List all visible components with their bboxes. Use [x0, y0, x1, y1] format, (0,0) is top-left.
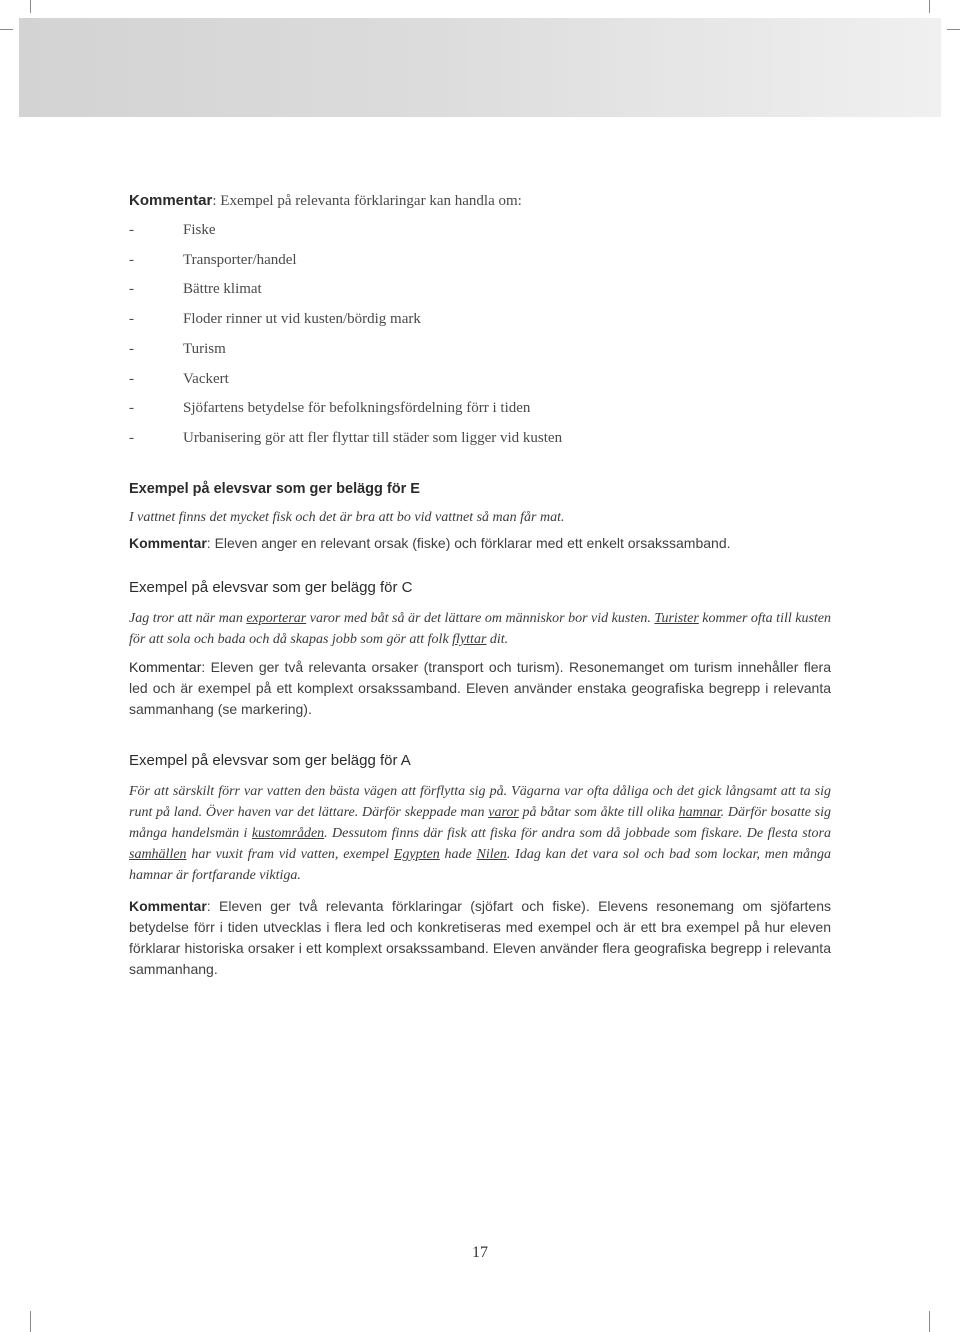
- answer-text: . Dessutom finns där fisk att fiska för andra som då jobbade som fiskare. De flesta stora: [324, 825, 831, 841]
- section-c-comment-label: Kommentar: [129, 658, 202, 675]
- crop-mark-bottom-right-vertical: [929, 1311, 930, 1332]
- answer-text: varor med båt så är det lättare om människor bor vid kusten.: [306, 610, 655, 626]
- answer-text: hade: [439, 846, 477, 862]
- crop-mark-top-right-horizontal: [947, 29, 960, 30]
- answer-text: Jag tror att när man: [129, 610, 247, 626]
- section-a-comment-text: : Eleven ger två relevanta förklaringar (sjöfart och fiske). Elevens resonemang om sjöfartens betydelse förr i tiden utvecklas i flera led och konkretiseras med exempel och är ett bra exempel på hur eleven förklarar historiska orsaker i ett komplext orsakssamband. Eleven använder flera geografiska begrepp i relevanta sammanhang.: [129, 897, 831, 977]
- section-a-heading: Exempel på elevsvar som ger belägg för A: [129, 751, 411, 769]
- list-item-text: Fiske: [183, 222, 216, 238]
- list-item-text: Sjöfartens betydelse för befolkningsfördelning förr i tiden: [183, 400, 531, 417]
- list-item: [129, 365, 831, 395]
- marked-concept: kustområden: [251, 825, 325, 841]
- explanation-list: [129, 216, 831, 454]
- section-e-comment-label: Kommentar: [129, 534, 207, 551]
- answer-text: kommer ofta till kusten för att sola och bada och då skapas jobb som gör att folk: [129, 610, 832, 647]
- list-dash: -: [129, 311, 134, 328]
- section-a-comment: [129, 896, 831, 980]
- marked-concept: Egypten: [393, 846, 440, 862]
- header-band: [19, 18, 941, 117]
- list-dash: -: [129, 340, 134, 357]
- intro-comment: [129, 190, 831, 212]
- section-e-comment: [129, 533, 831, 554]
- section-e-comment-text: : Eleven anger en relevant orsak (fiske) och förklarar med ett enkelt orsakssamband.: [206, 534, 731, 551]
- section-c-heading: Exempel på elevsvar som ger belägg för C: [129, 578, 413, 596]
- section-e-answer: I vattnet finns det mycket fisk och det är bra att bo vid vattnet så man får mat.: [129, 509, 565, 525]
- list-dash: -: [129, 370, 134, 387]
- section-a-comment-label: Kommentar: [129, 897, 207, 914]
- intro-comment-text: : Exempel på relevanta förklaringar kan handla om:: [212, 193, 522, 209]
- section-e-heading: Exempel på elevsvar som ger belägg för E: [129, 480, 420, 497]
- answer-text: För att särskilt förr var vatten den bästa vägen att förflytta sig på. Vägarna var ofta dåliga och det gick långsamt att ta sig runt på land. Över haven var det lättare. Därför skeppade man: [129, 783, 831, 820]
- list-item-text: Transporter/handel: [183, 251, 297, 268]
- marked-concept: flyttar: [452, 631, 487, 647]
- list-item: [129, 275, 831, 305]
- marked-concept: Turister: [654, 610, 699, 626]
- list-item: [129, 335, 831, 365]
- list-item-text: Turism: [183, 340, 226, 357]
- answer-text: på båtar som åkte till olika: [518, 804, 679, 820]
- list-item-text: Vackert: [183, 370, 229, 387]
- marked-concept: samhällen: [129, 846, 187, 862]
- section-a-answer: [129, 781, 831, 886]
- list-item: [129, 394, 831, 424]
- answer-text: . Idag kan det vara sol och bad som lockar, men många hamnar är fortfarande viktiga.: [129, 846, 831, 883]
- list-dash: -: [129, 222, 134, 238]
- marked-concept: hamnar: [678, 804, 721, 820]
- list-item: [129, 305, 831, 335]
- list-item: [129, 246, 831, 276]
- intro-comment-label: Kommentar: [129, 192, 213, 209]
- list-dash: -: [129, 281, 134, 298]
- section-c-comment-text: : Eleven ger två relevanta orsaker (transport och turism). Resonemanget om turism innehåller flera led och är exempel på ett komplext orsakssamband. Eleven använder enstaka geografiska begrepp i relevanta sammanhang (se markering).: [129, 658, 831, 717]
- list-dash: -: [129, 400, 134, 417]
- crop-mark-top-right-vertical: [929, 0, 930, 13]
- list-item-text: Floder rinner ut vid kusten/bördig mark: [183, 311, 421, 328]
- page-content: [129, 190, 831, 980]
- list-dash: -: [129, 251, 134, 268]
- crop-mark-top-left-vertical: [30, 0, 31, 13]
- list-item: [129, 424, 831, 454]
- marked-concept: Nilen: [476, 846, 507, 862]
- list-item-text: Bättre klimat: [183, 281, 262, 298]
- answer-text: har vuxit fram vid vatten, exempel: [186, 846, 394, 862]
- marked-concept: exporterar: [246, 610, 307, 626]
- list-dash: -: [129, 429, 134, 446]
- page-number: 17: [472, 1244, 488, 1261]
- section-c-comment: [129, 657, 831, 720]
- crop-mark-bottom-left-vertical: [30, 1311, 31, 1332]
- list-item-text: Urbanisering gör att fler flyttar till städer som ligger vid kusten: [183, 429, 563, 446]
- answer-text: . Därför bosatte sig många handelsmän i: [129, 804, 831, 841]
- marked-concept: varor: [488, 804, 519, 820]
- list-item: [129, 216, 831, 246]
- answer-text: dit.: [486, 631, 509, 647]
- crop-mark-top-left-horizontal: [0, 29, 13, 30]
- section-c-answer: [129, 608, 831, 650]
